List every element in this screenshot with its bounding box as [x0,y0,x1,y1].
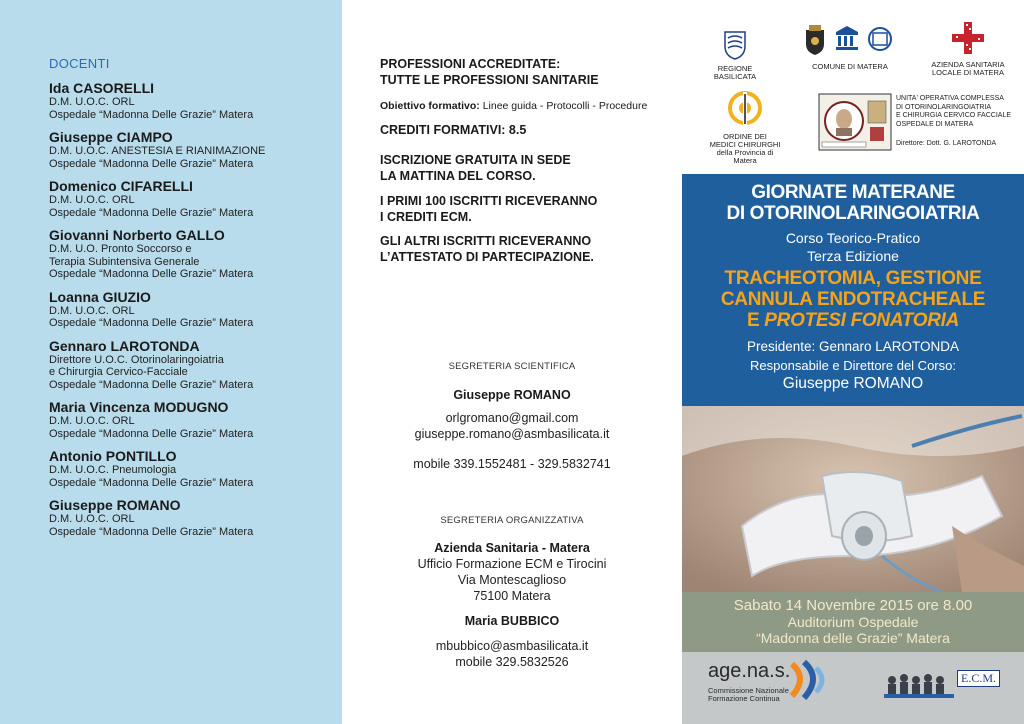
training-objective [380,100,680,112]
uoc-director: Direttore: Dott. G. LAROTONDA [896,140,997,147]
teacher-name: Domenico CIFARELLI [49,178,193,194]
agenas-subtitle-1: Commissione Nazionale [708,686,789,695]
training-credits: CREDITI FORMATIVI: 8.5 [380,123,527,137]
ecm-label: E.C.M. [957,670,1000,687]
scientific-email-1[interactable]: orlgromano@gmail.com [445,411,579,425]
teacher-hospital: Ospedale “Madonna Delle Grazie” Matera [49,108,254,121]
teacher-role-2: e Chirurgia Cervico-Facciale [49,366,188,378]
left-panel [0,0,342,724]
course-president: Presidente: Gennaro LAROTONDA [746,339,960,354]
comune-caption: COMUNE DI MATERA [812,62,888,71]
right-panel [682,0,1024,724]
subject-line-3-italic: PROTESI FONATORIA [764,310,960,331]
asl-caption-2: LOCALE DI MATERA [932,68,1004,77]
teacher-cifarelli [49,178,339,219]
first100-line-1: I PRIMI 100 ISCRITTI RICEVERANNO [380,194,598,208]
scientific-secretariat-label: SEGRETERIA SCIENTIFICA [448,361,576,372]
organizational-mobile: mobile 329.5832526 [455,655,569,669]
event-title-line-2: DI OTORINOLARINGOIATRIA [726,203,980,224]
scientific-email-2[interactable]: giuseppe.romano@asmbasilicata.it [414,427,610,441]
uoc-line-2: DI OTORINOLARINGOIATRIA [896,103,992,111]
teacher-role: D.M. U.O.C. ORL [49,194,135,206]
event-date-box [682,592,1024,652]
organization-street: Via Montescaglioso [457,573,567,587]
asl-matera-logo [928,20,1008,77]
subject-line-3-prefix: E [746,310,765,331]
enrollment-info [380,153,670,184]
regione-shield-icon [723,30,747,60]
event-location: “Madonna delle Grazie” Matera [756,630,950,646]
teacher-romano [49,497,339,538]
organization-office: Ufficio Formazione ECM e Tirocini [417,557,607,571]
teacher-name: Giuseppe ROMANO [49,497,181,513]
teacher-modugno [49,399,339,440]
teacher-name: Ida CASORELLI [49,80,155,96]
tracheostomy-cannula-photo [682,406,1024,592]
first-100-info [380,194,670,225]
organizational-secretariat-label: SEGRETERIA ORGANIZZATIVA [440,515,584,526]
regione-caption: REGIONE BASILICATA [713,64,757,81]
comune-matera-logo [792,22,908,71]
teacher-hospital: Ospedale “Madonna Delle Grazie” Matera [49,157,254,170]
teacher-casorelli [49,80,339,121]
sponsor-footer [682,652,1024,724]
asl-cross-icon [948,20,988,56]
organization-city: 75100 Matera [473,589,551,603]
event-venue: Auditorium Ospedale [787,614,919,630]
teacher-role: D.M. U.O.C. ANESTESIA E RIANIMAZIONE [49,145,266,157]
objective-value: Linee guida - Protocolli - Procedure [482,100,648,112]
teacher-role-2: Terapia Subintensiva Generale [49,255,200,268]
accredited-professions [380,57,670,88]
teacher-name: Gennaro LAROTONDA [49,337,200,354]
teacher-name: Giovanni Norberto GALLO [49,227,225,243]
course-title-box [682,174,1024,406]
teacher-list [49,80,339,546]
teacher-role: D.M. U.O. Pronto Soccorso e [49,243,192,255]
scientific-mobile: mobile 339.1552481 - 329.5832741 [413,457,611,471]
ordine-medici-icon [728,90,762,128]
asl-caption-1: AZIENDA SANITARIA [931,60,1005,69]
organizational-contact-name: Maria BUBBICO [464,614,560,628]
others-line-1: GLI ALTRI ISCRITTI RICEVERANNO [380,234,592,248]
ordine-medici-logo [704,90,786,165]
teacher-hospital: Ospedale “Madonna Delle Grazie” Matera [49,268,254,280]
teacher-name: Loanna GIUZIO [49,288,151,305]
accredited-label: PROFESSIONI ACCREDITATE: [380,57,561,71]
teacher-role: D.M. U.O.C. ORL [49,513,135,525]
ordine-caption-3: della Provincia di Matera [716,148,774,165]
teacher-ciampo [49,129,339,170]
agenas-name: age.na.s. [708,660,791,682]
teacher-hospital: Ospedale “Madonna Delle Grazie” Matera [49,525,254,538]
first100-line-2: I CREDITI ECM. [380,209,472,224]
enrollment-line-2: LA MATTINA DEL CORSO. [380,168,536,183]
scientific-contact-name: Giuseppe ROMANO [453,388,571,402]
teacher-giuzio [49,289,339,330]
teacher-role: D.M. U.O.C. Pneumologia [49,464,177,476]
others-info [380,234,670,265]
teacher-role: D.M. U.O.C. ORL [49,415,135,427]
uoc-line-1: UNITA' OPERATIVA COMPLESSA [896,95,1004,102]
objective-label: Obiettivo formativo: [380,100,480,112]
teacher-larotonda [49,338,339,392]
teacher-hospital: Ospedale “Madonna Delle Grazie” Matera [49,206,254,219]
ordine-caption-1: ORDINE DEI [723,132,767,141]
teacher-hospital: Ospedale “Madonna Delle Grazie” Matera [49,317,254,329]
teacher-role: D.M. U.O.C. ORL [49,304,135,317]
event-title [682,182,1024,224]
enrollment-line-1: ISCRIZIONE GRATUITA IN SEDE [380,153,571,167]
course-edition: Terza Edizione [807,248,899,264]
teacher-name: Giuseppe CIAMPO [49,129,173,145]
event-date: Sabato 14 Novembre 2015 ore 8.00 [733,597,973,614]
teacher-pontillo [49,448,339,489]
ecm-people-icon [884,668,954,698]
course-subject [682,268,1024,331]
course-director-name: Giuseppe ROMANO [782,375,924,392]
teacher-role: Direttore U.O.C. Otorinolaringoiatria [49,353,224,366]
comune-crests-icon [800,22,900,58]
teacher-gallo [49,227,339,281]
ecm-logo [884,668,1004,698]
teacher-name: Maria Vincenza MODUGNO [49,399,229,415]
regione-basilicata-logo [696,30,774,81]
teacher-role: D.M. U.O.C. ORL [49,96,135,108]
ordine-caption-2: MEDICI CHIRURGHI [709,140,781,149]
teacher-hospital: Ospedale “Madonna Delle Grazie” Matera [49,378,254,391]
uoc-medallion-icon [818,93,892,151]
teacher-hospital: Ospedale “Madonna Delle Grazie” Matera [49,427,254,440]
agenas-subtitle-2: Formazione Continua [708,694,780,703]
uoc-orl-logo [818,93,1018,153]
teacher-name: Antonio PONTILLO [49,448,177,464]
uoc-description [896,95,1021,129]
subject-line-2: CANNULA ENDOTRACHEALE [720,289,986,310]
cannula-photo-image [682,406,1024,592]
uoc-line-3: E CHIRURGIA CERVICO FACCIALE [896,112,1012,119]
subject-line-3 [682,310,1024,331]
docenti-heading: DOCENTI [49,56,110,71]
organizational-email[interactable]: mbubbico@asmbasilicata.it [435,639,589,653]
subject-line-1: TRACHEOTOMIA, GESTIONE [724,268,982,289]
middle-panel [342,0,682,724]
others-line-2: L’ATTESTATO DI PARTECIPAZIONE. [380,249,594,264]
course-type: Corso Teorico-Pratico [785,230,921,246]
teacher-hospital: Ospedale “Madonna Delle Grazie” Matera [49,476,254,489]
agenas-subtitle [708,687,808,703]
course-director-label: Responsabile e Direttore del Corso: [750,358,956,373]
event-title-line-1: GIORNATE MATERANE [751,182,955,203]
accredited-value: TUTTE LE PROFESSIONI SANITARIE [380,72,599,87]
organization-name: Azienda Sanitaria - Matera [434,541,590,555]
uoc-line-4: OSPEDALE DI MATERA [896,120,974,128]
